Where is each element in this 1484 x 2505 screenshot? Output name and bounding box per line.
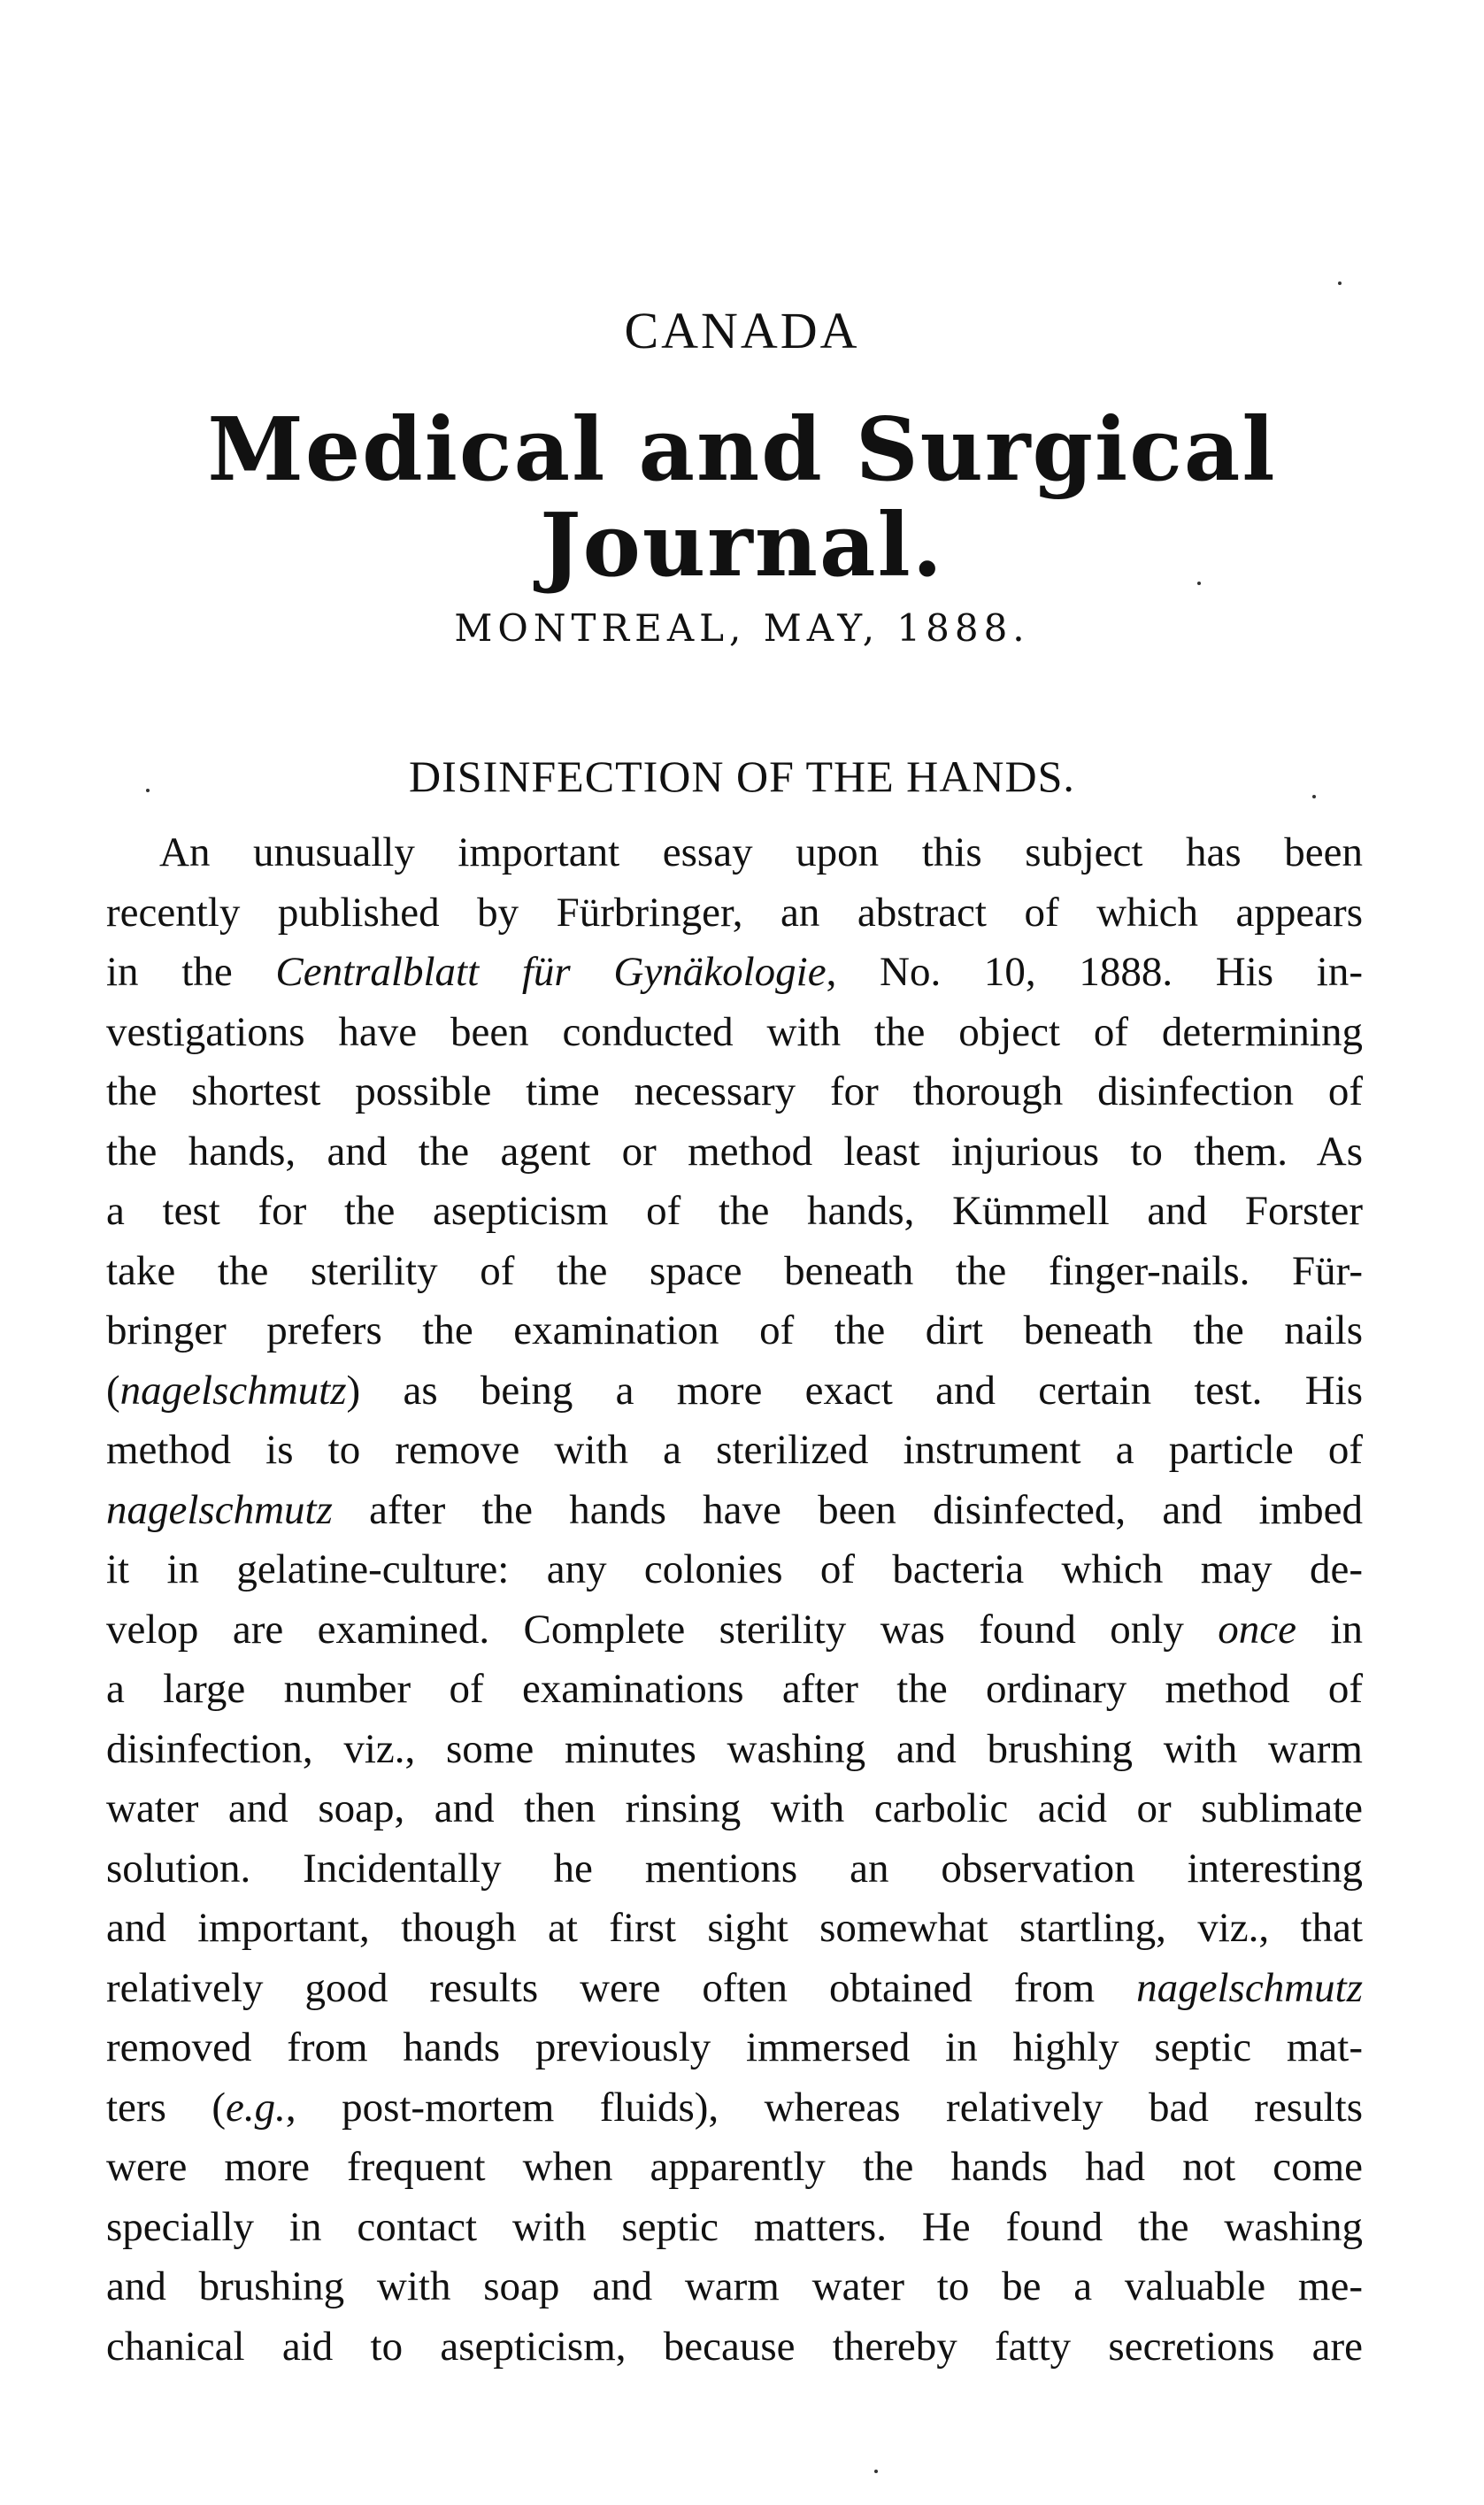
text-line [106,2018,1363,2078]
text-segment: chanical aid to asepticism, because thereby fatty secretions are [106,2323,1363,2370]
text-line [106,883,1363,944]
text-segment: the hands, and the agent or method least injurious to them. As [106,1128,1363,1175]
text-segment: recently published by Fürbringer, an abstract of which appears [106,889,1363,936]
print-speck [874,2470,878,2473]
dateline: MONTREAL, MAY, 1888. [454,606,1030,650]
text-line [106,1421,1363,1481]
text-segment: removed from hands previously immersed in highly septic mat- [106,2024,1363,2070]
text-line [106,1361,1363,1422]
text-segment: , No. 10, 1888. His in- [826,949,1363,995]
text-line [106,1600,1363,1661]
text-line [106,823,1363,883]
text-segment: bringer prefers the examination of the dirt beneath the nails [106,1307,1363,1353]
text-segment: , post-mortem fluids), whereas relatively bad results [285,2084,1364,2131]
journal-title: Medical and Surgical Journal. [207,399,1277,597]
text-line [106,1062,1363,1122]
text-segment: specially in contact with septic matters. He found the washing [106,2203,1363,2250]
text-segment: ) as being a more exact and certain test. His [346,1367,1363,1414]
text-line [106,1720,1363,1780]
text-segment: in the [106,949,276,995]
text-segment: solution. Incidentally he mentions an observation interesting [106,1845,1363,1892]
text-line [106,1182,1363,1242]
header-title: CANADA [624,302,860,359]
text-segment: and important, though at first sight somewhat startling, viz., that [106,1905,1363,1951]
text-line [106,1003,1363,1063]
text-line [106,1660,1363,1720]
text-segment: a large number of examinations after the ordinary method of [106,1666,1363,1712]
italic-text: nagelschmutz [106,1486,333,1533]
print-speck [1338,281,1342,285]
article-body [106,823,1363,2377]
text-segment: ( [106,1367,120,1414]
italic-text: nagelschmutz [1136,1964,1363,2011]
text-segment: water and soap, and then rinsing with carbolic acid or sublimate [106,1785,1363,1831]
text-segment: method is to remove with a sterilized instrument a particle of [106,1427,1363,1473]
text-segment: it in gelatine-culture: any colonies of bacteria which may de- [106,1546,1363,1592]
article-title: DISINFECTION OF THE HANDS. [409,752,1075,801]
text-segment: after the hands have been disinfected, and imbed [332,1486,1363,1533]
text-line [106,1779,1363,1839]
text-segment: the shortest possible time necessary for thorough disinfection of [106,1068,1363,1114]
print-speck [1312,795,1316,798]
text-line [106,2078,1363,2139]
text-segment: disinfection, viz., some minutes washing and brushing with warm [106,1725,1363,1772]
text-line [106,1959,1363,2019]
text-segment: velop are examined. Complete sterility was found only [106,1606,1219,1653]
text-line [106,2317,1363,2378]
text-segment: were more frequent when apparently the hands had not come [106,2144,1363,2190]
print-speck [1197,582,1201,585]
text-line [106,1839,1363,1900]
text-line [106,2257,1363,2317]
text-segment: and brushing with soap and warm water to be a valuable me- [106,2263,1363,2309]
text-segment: vestigations have been conducted with the object of determining [106,1008,1363,1055]
text-line [106,1899,1363,1959]
text-line [106,1481,1363,1541]
italic-text: Centralblatt für Gynäkologie [275,949,827,995]
text-line [106,1540,1363,1600]
text-segment: ters ( [106,2084,226,2131]
text-line [106,1301,1363,1361]
italic-text: e.g. [225,2084,286,2131]
text-segment: in [1296,1606,1363,1653]
text-segment: relatively good results were often obtained from [106,1964,1137,2011]
text-segment: An unusually important essay upon this subject has been [159,829,1363,875]
italic-text: once [1218,1606,1297,1653]
print-speck [146,789,150,792]
text-line [106,1122,1363,1183]
text-segment: a test for the asepticism of the hands, Kümmell and Forster [106,1188,1363,1234]
text-line [106,2198,1363,2258]
text-line [106,943,1363,1003]
italic-text: nagelschmutz [119,1367,347,1414]
text-line [106,2138,1363,2198]
text-line [106,1242,1363,1302]
text-segment: take the sterility of the space beneath the finger-nails. Für- [106,1247,1363,1294]
